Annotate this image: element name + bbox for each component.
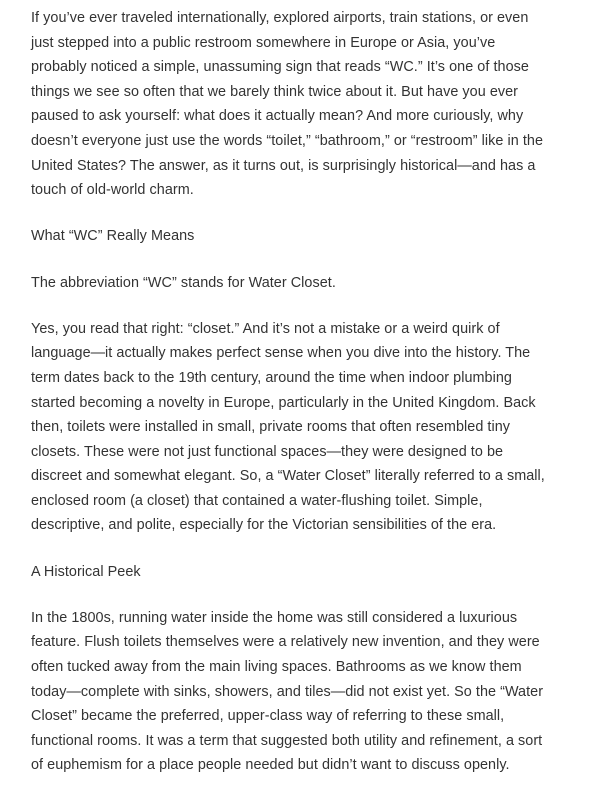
text-line: Yes, you read that right: “closet.” And it’s not a mistake or a weird quirk of	[31, 320, 500, 337]
text-line: things we see so often that we barely think twice about it. But have you ever	[31, 83, 519, 100]
abbreviation-paragraph	[31, 271, 603, 296]
text-line: In the 1800s, running water inside the home was still considered a luxurious	[31, 609, 518, 626]
text-line: touch of old-world charm.	[31, 182, 194, 199]
section-heading-wc-meaning	[31, 224, 603, 249]
section-heading-historical-peek	[31, 560, 603, 585]
text-line: functional rooms. It was a term that suggested both utility and refinement, a sort	[31, 732, 543, 749]
text-line: just stepped into a public restroom somewhere in Europe or Asia, you’ve	[31, 34, 496, 51]
text-line: United States? The answer, as it turns out, is surprisingly historical—and has a	[31, 157, 536, 174]
text-line: language—it actually makes perfect sense when you dive into the history. The	[31, 345, 531, 362]
text-line: then, toilets were installed in small, private rooms that often resembled tiny	[31, 419, 511, 436]
heading-text: A Historical Peek	[31, 563, 141, 580]
text-line: doesn’t everyone just use the words “toilet,” “bathroom,” or “restroom” like in the	[31, 132, 544, 149]
text-line: term dates back to the 19th century, around the time when indoor plumbing	[31, 369, 512, 386]
text-line: enclosed room (a closet) that contained a water-flushing toilet. Simple,	[31, 492, 483, 509]
intro-paragraph	[31, 6, 603, 203]
text-line: paused to ask yourself: what does it actually mean? And more curiously, why	[31, 108, 524, 125]
text-line: feature. Flush toilets themselves were a relatively new invention, and they were	[31, 634, 540, 651]
heading-text: What “WC” Really Means	[31, 228, 195, 245]
text-line: of euphemism for a place people needed but didn’t want to discuss openly.	[31, 757, 510, 774]
text-line: started becoming a novelty in Europe, particularly in the United Kingdom. Back	[31, 394, 536, 411]
1800s-paragraph	[31, 606, 603, 778]
text-line: descriptive, and polite, especially for the Victorian sensibilities of the era.	[31, 517, 497, 534]
text-line: closets. These were not just functional spaces—they were designed to be	[31, 443, 504, 460]
text-line: probably noticed a simple, unassuming sign that reads “WC.” It’s one of those	[31, 59, 529, 76]
text-line: The abbreviation “WC” stands for Water Closet.	[31, 274, 336, 291]
text-line: today—complete with sinks, showers, and tiles—did not exist yet. So the “Water	[31, 683, 544, 700]
text-line: often tucked away from the main living spaces. Bathrooms as we know them	[31, 659, 522, 676]
text-line: discreet and somewhat elegant. So, a “Water Closet” literally referred to a small,	[31, 468, 545, 485]
closet-history-paragraph	[31, 317, 603, 538]
text-line: Closet” became the preferred, upper-class way of referring to these small,	[31, 708, 505, 725]
text-line: If you’ve ever traveled internationally, explored airports, train stations, or even	[31, 10, 529, 26]
